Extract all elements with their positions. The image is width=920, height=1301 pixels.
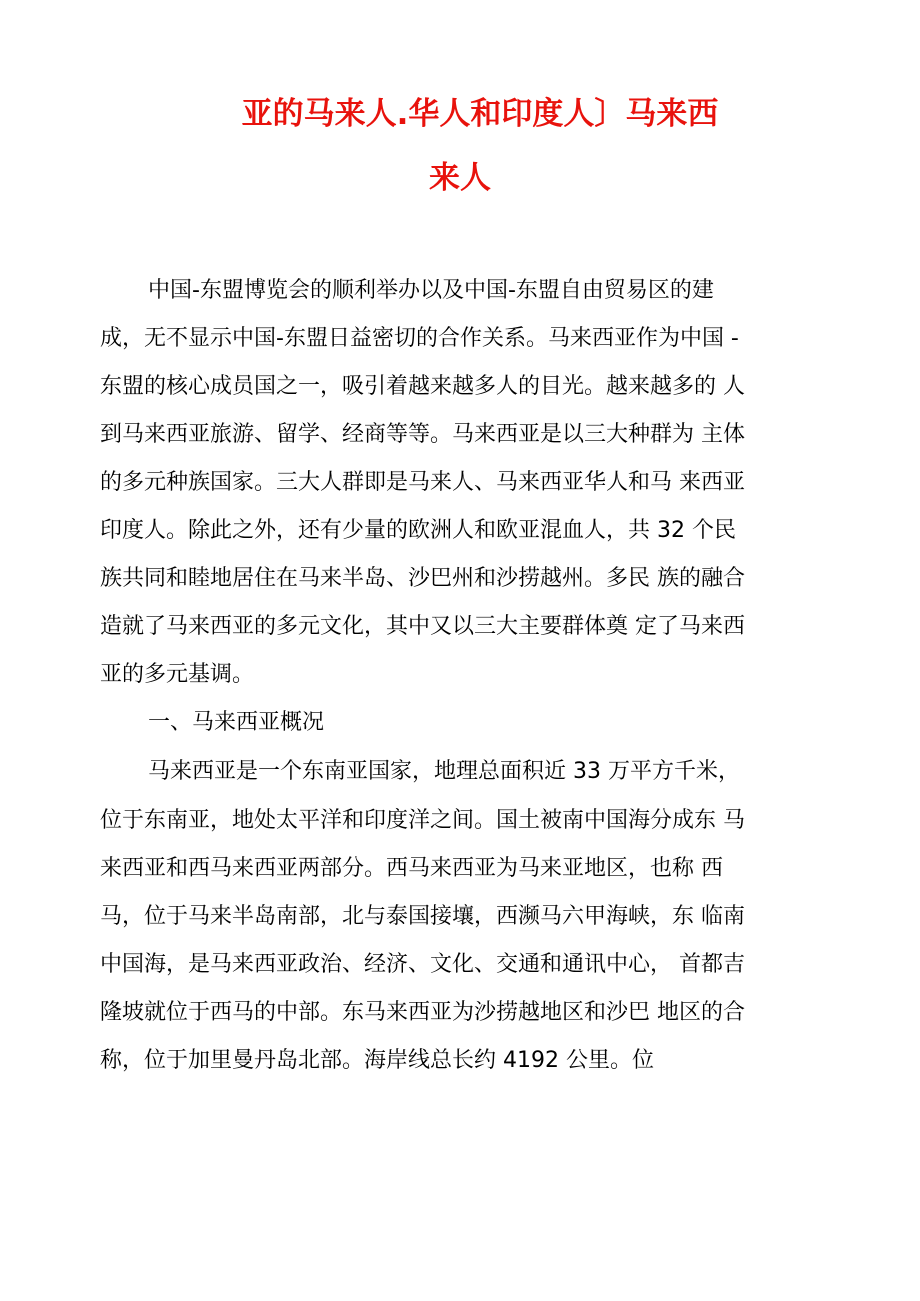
- body-line-11: 马来西亚是一个东南亚国家，地理总面积近 33 万平方千米，: [148, 759, 740, 784]
- body-line-13: 来西亚和西马来西亚两部分。西马来西亚为马来亚地区，也称 西: [100, 856, 723, 881]
- body-line-1: 中国-东盟博览会的顺利举办以及中国-东盟自由贸易区的建: [148, 278, 714, 303]
- body-line-12: 位于东南亚，地处太平洋和印度洋之间。国土被南中国海分成东 马: [100, 808, 745, 833]
- body-line-7: 族共同和睦地居住在马来半岛、沙巴州和沙捞越州。多民 族的融合: [100, 566, 745, 591]
- body-line-4: 到马来西亚旅游、留学、经商等等。马来西亚是以三大种群为 主体: [100, 422, 745, 447]
- section-heading: 一、马来西亚概况: [148, 710, 325, 735]
- body-line-16: 隆坡就位于西马的中部。东马来西亚为沙捞越地区和沙巴 地区的合: [100, 1000, 745, 1025]
- body-line-8: 造就了马来西亚的多元文化，其中又以三大主要群体奠 定了马来西: [100, 614, 745, 639]
- document-title-line-2: 来人: [429, 160, 491, 196]
- body-line-3: 东盟的核心成员国之一，吸引着越来越多人的目光。越来越多的 人: [100, 374, 745, 399]
- body-line-9: 亚的多元基调。: [100, 662, 255, 687]
- body-line-5: 的多元种族国家。三大人群即是马来人、马来西亚华人和马 来西亚: [100, 470, 745, 495]
- body-line-17: 称，位于加里曼丹岛北部。海岸线总长约 4192 公里。位: [100, 1048, 654, 1073]
- document-title-line-1: 亚的马来人.华人和印度人〕马来西: [241, 96, 719, 132]
- body-line-6: 印度人。除此之外，还有少量的欧洲人和欧亚混血人，共 32 个民: [100, 518, 736, 543]
- body-line-2: 成，无不显示中国-东盟日益密切的合作关系。马来西亚作为中国 -: [100, 326, 739, 351]
- body-line-15: 中国海，是马来西亚政治、经济、文化、交通和通讯中心， 首都吉: [100, 952, 745, 977]
- body-line-14: 马，位于马来半岛南部，北与泰国接壤，西濒马六甲海峡，东 临南: [100, 904, 745, 929]
